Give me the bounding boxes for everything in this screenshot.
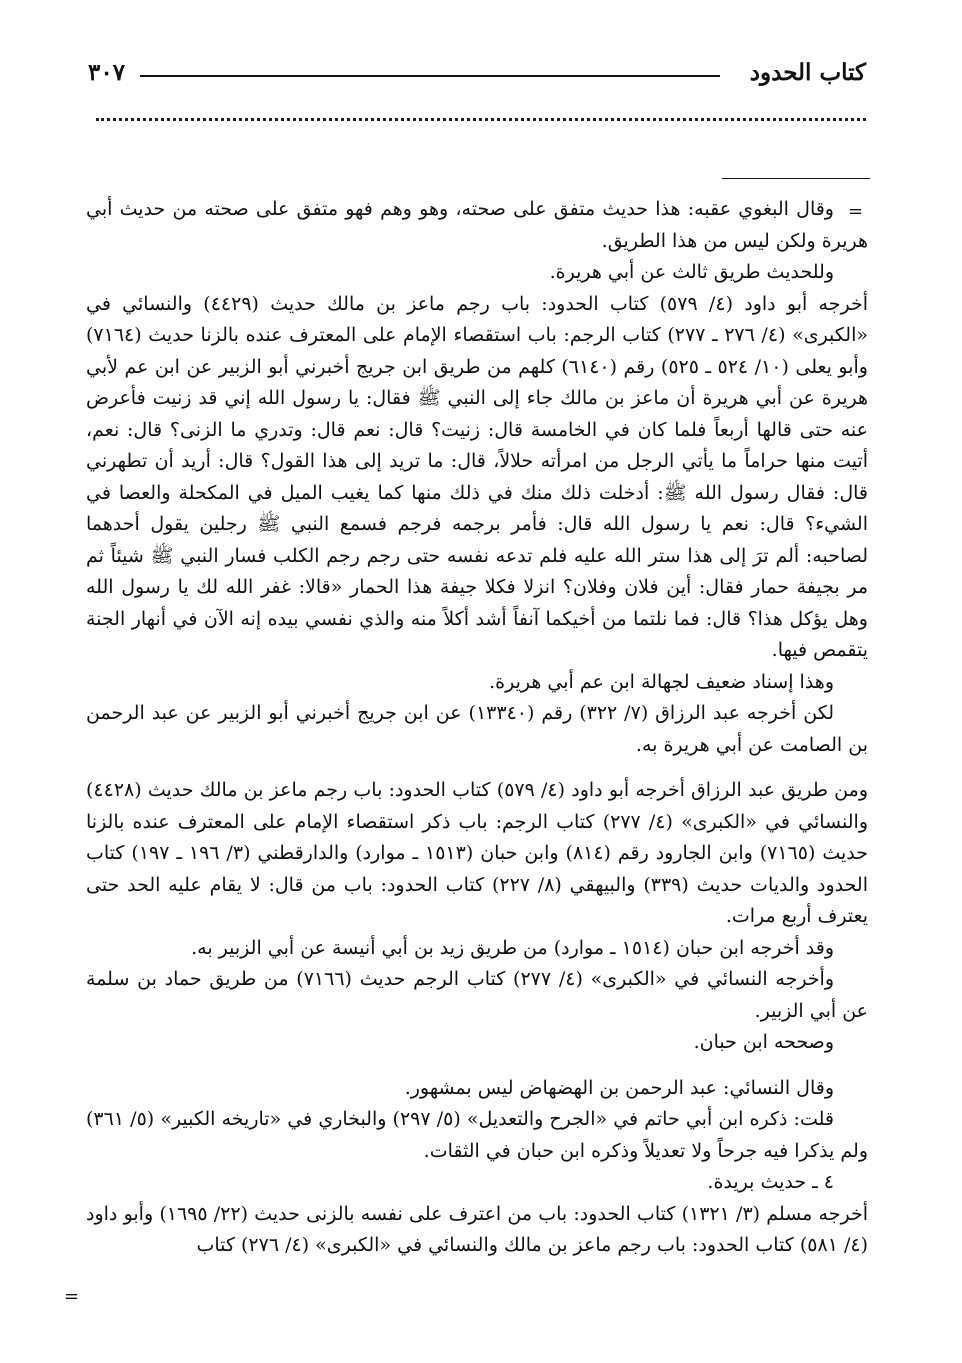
book-title: كتاب الحدود (749, 59, 866, 86)
header-rule (140, 75, 720, 77)
footnote-rule (722, 178, 870, 179)
page-number: ٣٠٧ (88, 59, 126, 86)
paragraph: أخرجه مسلم (٣/ ١٣٢١) كتاب الحدود: باب من اعترف على نفسه بالزنى حديث (٢٢/ ١٦٩٥) وأبو داود (٤/ ٥٨١) كتاب الحدود: باب رجم ماعز بن مالك والنسائي في «الكبرى» (٤/ ٢٧٦) كتاب (86, 1202, 868, 1256)
continuation-mark-bottom: = (64, 1286, 80, 1307)
paragraph: وهذا إسناد ضعيف لجهالة ابن عم أبي هريرة. (489, 670, 834, 693)
footnote-body (86, 194, 868, 1262)
paragraph: وصححه ابن حبان. (693, 1031, 834, 1053)
paragraph: وقد أخرجه ابن حبان (١٥١٤ ـ موارد) من طريق زيد بن أبي أنيسة عن أبي الزبير به. (191, 936, 834, 959)
paragraph: قلت: ذكره ابن أبي حاتم في «الجرح والتعديل» (٥/ ٢٩٧) والبخاري في «تاريخه الكبير» (٥/ ٣٦١) ولم يذكرا فيه جرحاً ولا تعديلاً وذكره ابن حبان في الثقات. (86, 1108, 868, 1162)
paragraph: لكن أخرجه عبد الرزاق (٧/ ٣٢٢) رقم (١٣٣٤٠) عن ابن جريج أخبرني أبو الزبير عن عبد الرحمن بن الصامت عن أبي هريرة به. (86, 702, 868, 756)
paragraph: وقال البغوي عقبه: هذا حديث متفق على صحته، وهو وهم فهو متفق على صحته من حديث أبي هريرة ولكن ليس من هذا الطريق. (86, 198, 868, 252)
paragraph: أخرجه أبو داود (٤/ ٥٧٩) كتاب الحدود: باب رجم ماعز بن مالك حديث (٤٤٢٩) والنسائي في «الكبرى» (٤/ ٢٧٦ ـ ٢٧٧) كتاب الرجم: باب استقصاء الإمام على المعترف عنده بالزنا حديث (٧١٦٤) وأبو يعلى (١٠/ ٥٢٤ ـ ٥٢٥) رقم (٦١٤٠) كلهم من طريق ابن جريج أخبرني أبو الزبير عن ابن عم لأبي هريرة عن أبي هريرة أن ماعز بن مالك جاء إلى النبي ﷺ فقال: يا رسول الله إني قد زنيت فأعرض عنه حتى قالها أربعاً فلما كان في الخامسة قال: زنيت؟ قال: نعم قال: وتدري ما الزنى؟ قال: نعم، أتيت منها حراماً ما يأتي الرجل من امرأته حلالاً، قال: ما تريد إلى هذا القول؟ قال: أريد أن تطهرني قال: فقال رسول الله ﷺ: أدخلت ذلك منك في ذلك منها كما يغيب الميل في المكحلة والعصا في الشيء؟ قال: نعم يا رسول الله قال: فأمر برجمه فرجم فسمع النبي ﷺ رجلين يقول أحدهما لصاحبه: ألم ترَ إلى هذا ستر الله عليه فلم تدعه نفسه حتى رجم رجم الكلب فسار النبي ﷺ شيئاً ثم مر بجيفة حمار فقال: أين فلان وفلان؟ انزلا فكلا جيفة هذا الحمار «قالا: غفر الله لك يا رسول الله وهل يؤكل هذا؟ قال: فما نلتما من أخيكما آنفاً أشد أكلاً منه والذي نفسي بيده إنه الآن في أنهار الجنة يتقمص فيها. (86, 292, 868, 661)
running-header (88, 58, 866, 92)
dotted-separator (96, 118, 866, 121)
paragraph: ومن طريق عبد الرزاق أخرجه أبو داود (٤/ ٥٧٩) كتاب الحدود: باب رجم ماعز بن مالك حديث (٤٤٢٨) والنسائي في «الكبرى» (٤/ ٢٧٧) كتاب الرجم: باب ذكر استقصاء الإمام على المعترف عنده بالزنا حديث (٧١٦٥) وابن الجارود رقم (٨١٤) وابن حبان (١٥١٣ ـ موارد) والدارقطني (٣/ ١٩٦ ـ ١٩٧) كتاب الحدود والديات حديث (٣٣٩) والبيهقي (٨/ ٢٢٧) كتاب الحدود: باب من قال: لا يقام عليه الحد حتى يعترف أربع مرات. (86, 779, 868, 927)
paragraph: وقال النسائي: عبد الرحمن بن الهضهاض ليس بمشهور. (404, 1076, 834, 1099)
paragraph: وللحديث طريق ثالث عن أبي هريرة. (549, 261, 834, 283)
continuation-mark-top: = (848, 201, 864, 222)
section-heading: ٤ ـ حديث بريدة. (707, 1171, 834, 1193)
paragraph: وأخرجه النسائي في «الكبرى» (٤/ ٢٧٧) كتاب الرجم حديث (٧١٦٦) من طريق حماد بن سلمة عن أبي الزبير. (86, 968, 868, 1022)
